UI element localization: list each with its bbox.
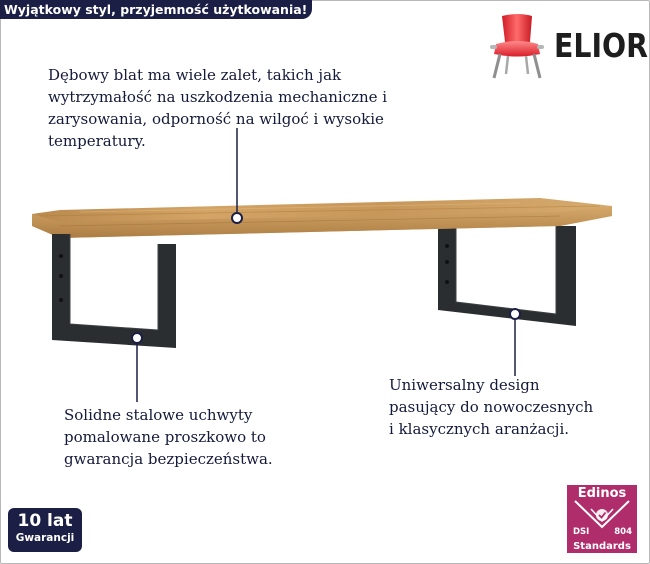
steel-bracket-right bbox=[438, 226, 576, 326]
callout-line: zarysowania, odporność na wilgoć i wysokie bbox=[48, 110, 384, 128]
callout-line: temperatury. bbox=[48, 132, 146, 150]
steel-bracket-left bbox=[52, 234, 176, 348]
callout-line: Dębowy blat ma wiele zalet, takich jak bbox=[48, 66, 342, 84]
callout-brackets bbox=[64, 404, 273, 470]
brand-name: ELIOR bbox=[554, 26, 649, 65]
callout-line: Uniwersalny design bbox=[389, 376, 540, 394]
marker-tabletop bbox=[232, 213, 242, 223]
badge-number: 804 bbox=[614, 527, 632, 537]
marker-bracket-right bbox=[510, 309, 520, 319]
oak-tabletop bbox=[32, 198, 612, 238]
warranty-label: Gwarancji bbox=[15, 532, 75, 544]
callout-tabletop bbox=[48, 64, 387, 152]
badge-title: Edinos bbox=[577, 486, 627, 501]
callout-line: wytrzymałość na uszkodzenia mechaniczne i bbox=[48, 88, 388, 106]
callout-line: pasujący do nowoczesnych bbox=[389, 398, 594, 416]
callout-line: Solidne stalowe uchwyty bbox=[64, 406, 253, 424]
edinos-standards-badge bbox=[567, 485, 637, 553]
warranty-years: 10 lat bbox=[17, 511, 73, 531]
warranty-badge bbox=[8, 508, 82, 552]
callout-line: i klasycznych aranżacji. bbox=[389, 420, 570, 438]
callout-design bbox=[389, 374, 593, 440]
callout-line: gwarancja bezpieczeństwa. bbox=[64, 450, 273, 468]
badge-dsi: DSI bbox=[573, 527, 590, 537]
badge-label: Standards bbox=[573, 541, 631, 552]
top-banner: Wyjątkowy styl, przyjemność użytkowania! bbox=[0, 0, 312, 19]
callout-line: pomalowane proszkowo to bbox=[64, 428, 266, 446]
marker-bracket-left bbox=[132, 333, 142, 343]
